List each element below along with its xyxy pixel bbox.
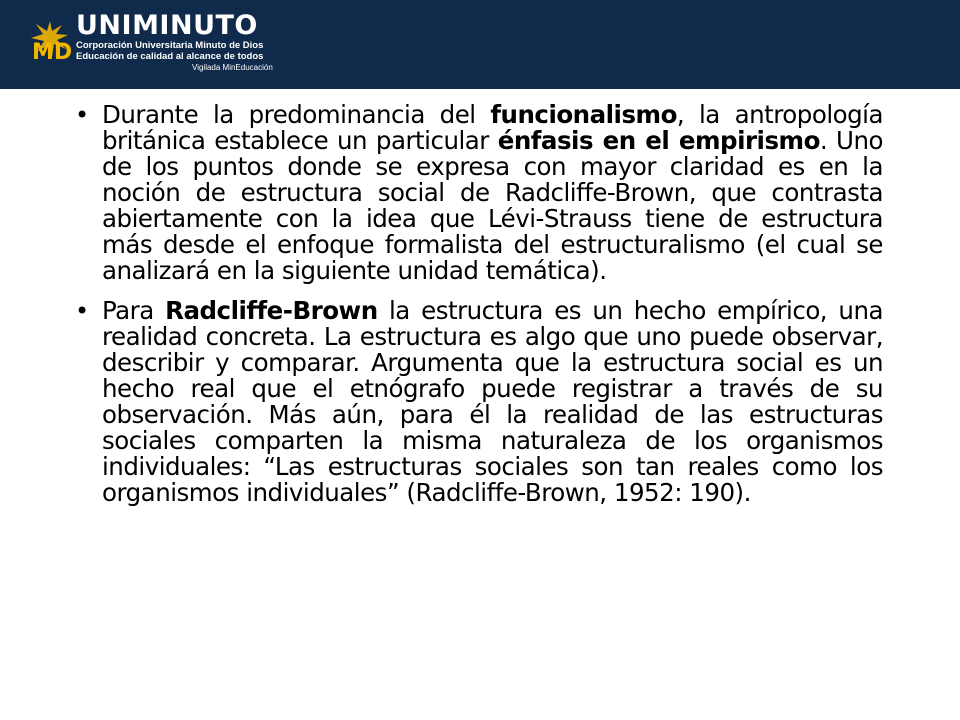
logo-line-3: Vigilada MinEducación [192, 62, 273, 72]
slide-content [75, 102, 883, 520]
logo-text [76, 9, 273, 73]
bold-text: funcionalismo [490, 100, 677, 129]
slide-header [0, 0, 960, 89]
logo-line-2: Educación de calidad al alcance de todos [76, 50, 264, 62]
bullet-text [102, 296, 883, 507]
text-segment: la estructura es un hecho empírico, una realidad concreta. La estructura es algo que uno puede observar, describir y comparar. Argumenta que la estructura social es un hecho real que el etnógrafo puede registrar a través de su observación. Más aún, para él la realidad de las estructuras sociales comparten la misma naturaleza de los organismos individuales: “Las estructuras sociales son tan reales como los organismos individuales” (Radcliffe-Brown, 1952: 190). [102, 296, 884, 507]
text-segment: Durante la predominancia del [102, 100, 491, 129]
bullet-item [75, 298, 883, 506]
bullet-text [102, 100, 883, 285]
md-logo-icon [28, 19, 72, 65]
uniminuto-logo [28, 6, 273, 78]
bullet-dot: • [75, 297, 89, 325]
text-segment: , la antropología británica establece un particular [102, 100, 883, 155]
bullet-dot: • [75, 101, 89, 129]
logo-mark-text: MD [32, 40, 72, 65]
bullet-item [75, 102, 883, 284]
logo-name: UNIMINUTO [76, 9, 258, 41]
text-segment: Para [102, 296, 166, 325]
logo-line-1: Corporación Universitaria Minuto de Dios [76, 39, 264, 51]
bold-text: énfasis en el empirismo [497, 126, 820, 155]
text-segment: . Uno de los puntos donde se expresa con mayor claridad es en la noción de estructura social de Radcliffe-Brown, que contrasta abiertamente con la idea que Lévi-Strauss tiene de estructura más desde el enfoque formalista del estructuralismo (el cual se analizará en la siguiente unidad temática). [102, 126, 883, 285]
bold-text: Radcliffe-Brown [165, 296, 378, 325]
